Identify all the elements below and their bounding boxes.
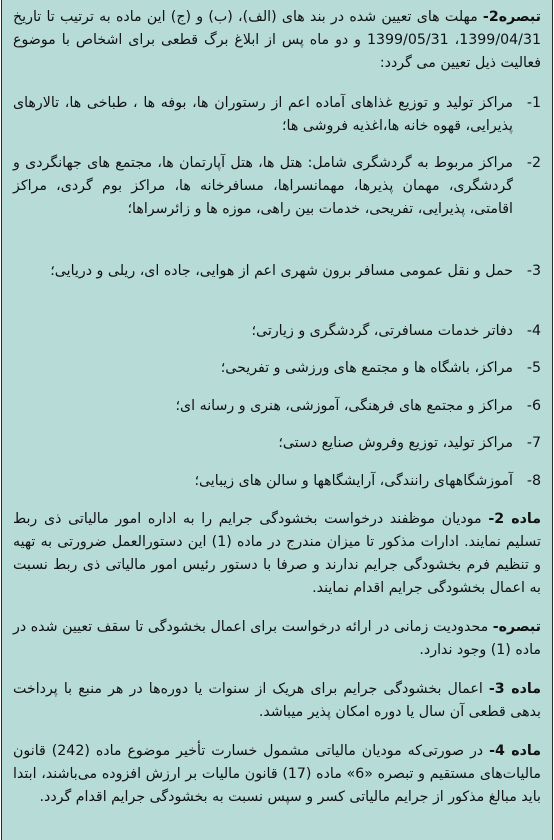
note-2-paragraph bbox=[13, 6, 541, 75]
list-item-text: حمل و نقل عمومی مسافر برون شهری اعم از هوایی، جاده ای، ریلی و دریایی؛ bbox=[50, 263, 513, 279]
article-4-paragraph bbox=[13, 740, 541, 809]
list-item-text: مراکز مربوط به گردشگری شامل: هتل ها، هتل آپارتمان ها، مجتمع های جهانگردی و گردشگری، مهمان پذیرها، مهمانسراها، مسافرخانه ها، مراکز بوم گردی، مراکز اقامتی، پذیرایی، تفریحی، خدمات بین راهی، موزه ها و زائرسراها؛ bbox=[13, 155, 513, 217]
article-2-label: ماده 2- bbox=[488, 511, 541, 527]
article-4-label: ماده 4- bbox=[489, 743, 541, 759]
list-item-text: آموزشگاههای رانندگی، آرایشگاهها و سالن های زیبایی؛ bbox=[194, 473, 513, 489]
list-item-8 bbox=[13, 470, 541, 493]
list-item-number: 8- bbox=[526, 473, 541, 489]
note-label: تبصره- bbox=[492, 619, 541, 635]
list-item-text: دفاتر خدمات مسافرتی، گردشگری و زیارتی؛ bbox=[251, 323, 513, 339]
list-item-number: 5- bbox=[526, 360, 541, 376]
list-item-text: مراکز تولید، توزیع وفروش صنایع دستی؛ bbox=[278, 435, 513, 451]
note-paragraph bbox=[13, 616, 541, 662]
list-item-number: 7- bbox=[526, 435, 541, 451]
list-item-number: 3- bbox=[526, 263, 541, 279]
list-item-1 bbox=[13, 92, 541, 138]
note-text: محدودیت زمانی در ارائه درخواست برای اعمال بخشودگی تا سقف تعیین شده در ماده (1) وجود ندارد. bbox=[13, 619, 541, 658]
article-2-text: مودیان موظفند درخواست بخشودگی جرایم را به اداره امور مالیاتی ذی ربط تسلیم نمایند. ادارات مذکور تا میزان مندرج در ماده (1) این دستورالعمل ضرورتی به تهیه و تنظیم فرم بخشودگی جرایم ندارند و صرفا با دستور رئیس امور مالیاتی ذی ربط نسبت به اعمال بخشودگی جرایم اقدام نمایند. bbox=[13, 511, 541, 596]
list-item-number: 2- bbox=[526, 155, 541, 171]
article-4-text: در صورتی‌که مودیان مالیاتی مشمول خسارت تأخیر موضوع ماده (242) قانون مالیات‌های مستقیم و تبصره «6» ماده (17) قانون مالیات بر ارزش افزوده می‌باشند، ابتدا باید مبالغ مذکور از جرایم مالیاتی کسر و سپس نسبت به بخشودگی جرایم اقدام گردد. bbox=[13, 743, 541, 805]
list-item-number: 4- bbox=[526, 323, 541, 339]
list-item-4 bbox=[13, 320, 541, 343]
list-item-3 bbox=[13, 260, 541, 283]
list-item-text: مراکز و مجتمع های فرهنگی، آموزشی، هنری و رسانه ای؛ bbox=[175, 398, 513, 414]
article-2-paragraph bbox=[13, 508, 541, 600]
document-page bbox=[1, 0, 553, 840]
list-item-text: مراکز، باشگاه ها و مجتمع های ورزشی و تفریحی؛ bbox=[220, 360, 513, 376]
list-item-6 bbox=[13, 395, 541, 418]
article-3-text: اعمال بخشودگی جرایم برای هریک از سنوات یا دوره‌ها در هر منبع با پرداخت بدهی قطعی آن سال یا دوره امکان پذیر میباشد. bbox=[13, 681, 541, 720]
note-2-text: مهلت های تعیین شده در بند های (الف)، (ب) و (ج) این ماده به ترتیب تا تاریخ 1399/04/31، 1399/05/31 و دو ماه پس از ابلاغ برگ قطعی برای اشخاص با موضوع فعالیت ذیل تعیین می گردد: bbox=[13, 9, 541, 71]
list-item-2 bbox=[13, 152, 541, 221]
list-item-number: 1- bbox=[526, 95, 541, 111]
note-2-label: تبصره2- bbox=[482, 9, 541, 25]
article-3-paragraph bbox=[13, 678, 541, 724]
article-3-label: ماده 3- bbox=[488, 681, 541, 697]
list-item-text: مراکز تولید و توزیع غذاهای آماده اعم از رستوران ها، بوفه ها ، طباخی ها، تالارهای پذیرایی، قهوه خانه ها،اغذیه فروشی ها؛ bbox=[13, 95, 513, 134]
list-item-5 bbox=[13, 357, 541, 380]
list-item-number: 6- bbox=[526, 398, 541, 414]
list-item-7 bbox=[13, 432, 541, 455]
